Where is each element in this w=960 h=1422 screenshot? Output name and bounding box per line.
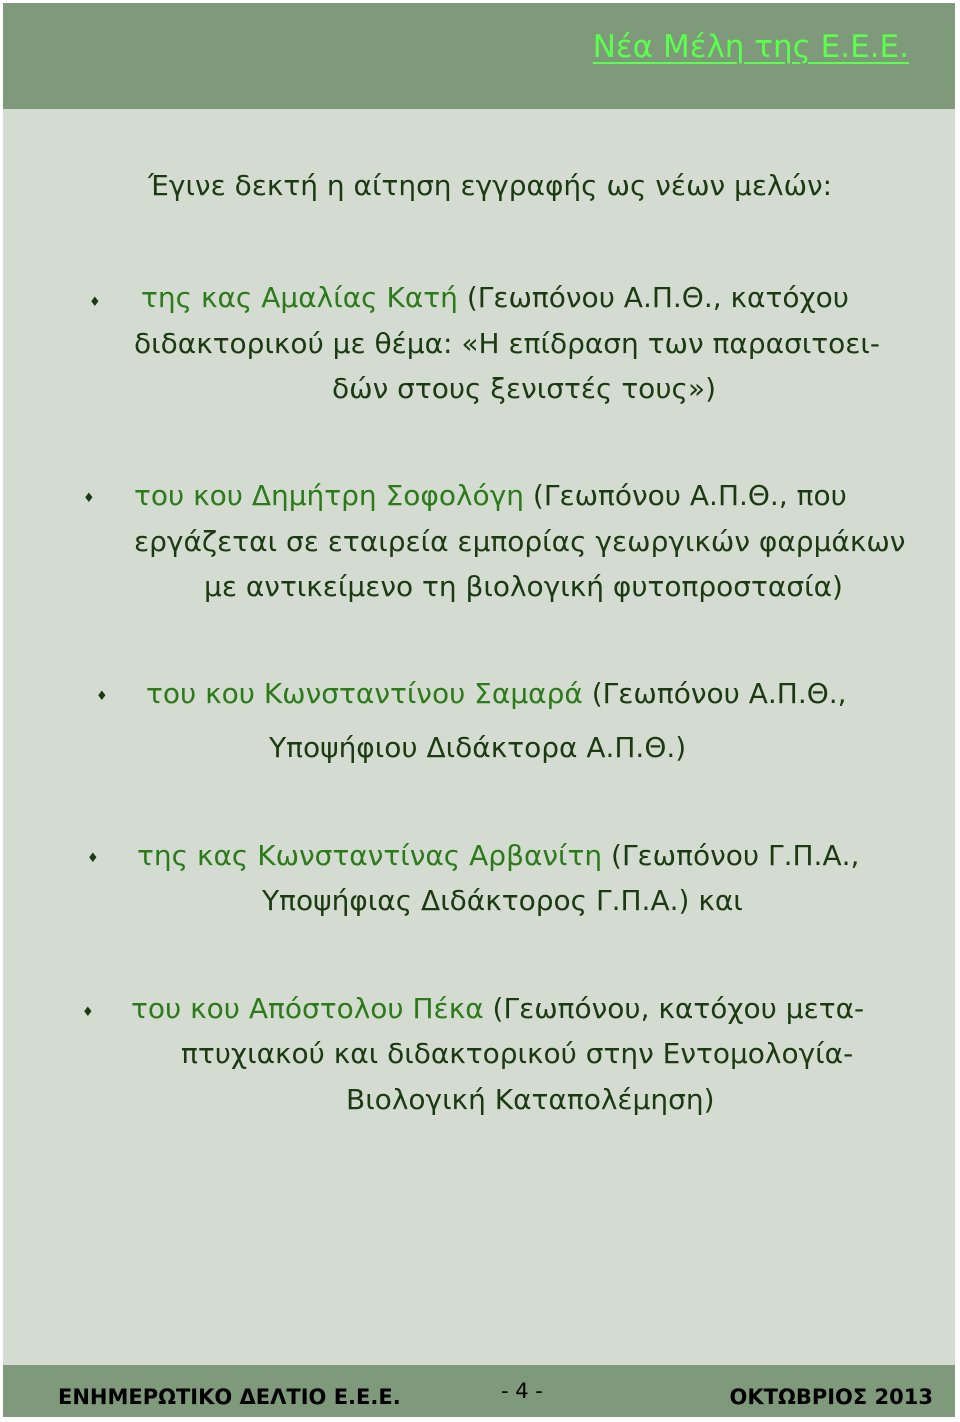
entry-line: Υποψήφιας Διδάκτορος Γ.Π.Α.) και — [262, 884, 743, 917]
member-name: της κας Κωνσταντίνας Αρβανίτη — [137, 839, 603, 872]
entry-line: με αντικείμενο τη βιολογική φυτοπροστασία) — [204, 570, 843, 603]
entry-line — [131, 986, 864, 1031]
newsletter-page — [3, 3, 955, 1417]
intro-text: Έγινε δεκτή η αίτηση εγγραφής ως νέων μελών: — [148, 169, 833, 202]
member-name: της κας Αμαλίας Κατή — [141, 281, 458, 314]
entry-line: δών στους ξενιστές τους») — [332, 372, 717, 405]
entry-line: Υποψήφιου Διδάκτορα Α.Π.Θ.) — [269, 731, 687, 764]
member-name: του κου Δημήτρη Σοφολόγη — [134, 479, 525, 512]
member-name: του κου Κωνσταντίνου Σαμαρά — [146, 677, 583, 710]
bullet-icon: ♦ — [83, 491, 95, 506]
entry-line — [134, 473, 847, 518]
entry-detail: (Γεωπόνου, κατόχου μετα- — [483, 992, 865, 1025]
entry-detail: (Γεωπόνου Α.Π.Θ., — [582, 677, 847, 710]
footer-band — [3, 1365, 955, 1417]
page-title: Νέα Μέλη της Ε.Ε.Ε. — [592, 29, 909, 65]
newsletter-name: ΕΝΗΜΕΡΩΤΙΚΟ ΔΕΛΤΙΟ Ε.Ε.Ε. — [58, 1385, 401, 1409]
entry-detail: (Γεωπόνου Α.Π.Θ., κατόχου — [457, 281, 849, 314]
bullet-icon: ♦ — [82, 1005, 94, 1020]
header-band — [3, 3, 955, 109]
entry-detail: (Γεωπόνου Γ.Π.Α., — [602, 839, 860, 872]
entry-line: πτυχιακού και διδακτορικού στην Εντομολογία- — [181, 1037, 854, 1070]
entry-detail: (Γεωπόνου Α.Π.Θ., που — [524, 479, 847, 512]
bullet-icon: ♦ — [89, 295, 101, 310]
entry-line: διδακτορικού με θέμα: «Η επίδραση των παρασιτοει- — [134, 327, 881, 360]
entry-line — [137, 833, 859, 878]
entry-line — [146, 671, 847, 716]
entry-line — [141, 275, 849, 320]
page-number: - 4 - — [501, 1379, 543, 1403]
member-name: του κου Απόστολου Πέκα — [131, 992, 484, 1025]
bullet-icon: ♦ — [87, 851, 99, 866]
entry-line: εργάζεται σε εταιρεία εμπορίας γεωργικών φαρμάκων — [134, 525, 906, 558]
bullet-icon: ♦ — [96, 689, 108, 704]
entry-line: Βιολογική Καταπολέμηση) — [346, 1083, 715, 1116]
issue-date: ΟΚΤΩΒΡΙΟΣ 2013 — [729, 1385, 933, 1409]
